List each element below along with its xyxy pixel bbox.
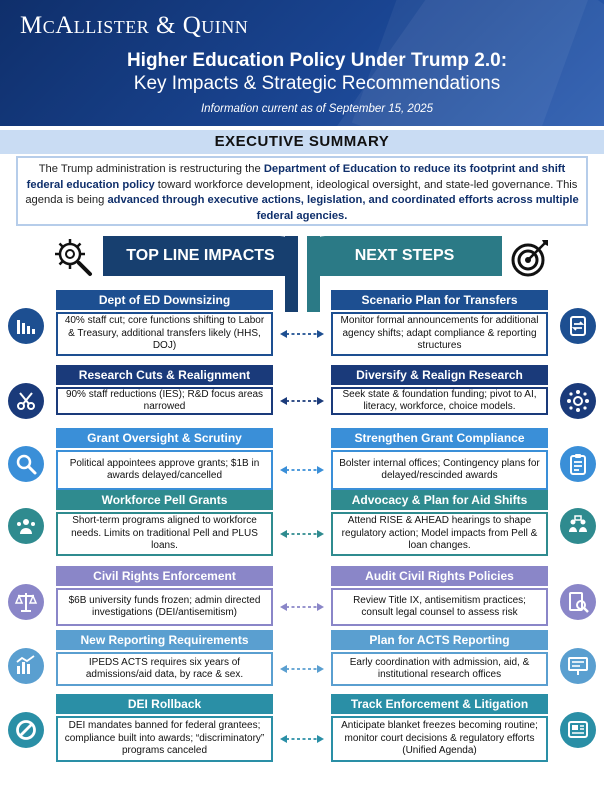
summary-bold-2: advanced through executive actions, legislation, and coordinated efforts across multiple federal agencies. (107, 194, 579, 222)
team-planning-icon-badge (560, 508, 596, 544)
impact-title: Research Cuts & Realignment (56, 365, 273, 385)
step-title: Track Enforcement & Litigation (331, 694, 548, 714)
step-title: Advocacy & Plan for Aid Shifts (331, 490, 548, 510)
step-text: Attend RISE & AHEAD hearings to shape regulatory action; Model impacts from Pell & loan changes. (331, 512, 548, 556)
workforce-group-icon-badge (8, 508, 44, 544)
magnifier-icon-badge (8, 446, 44, 482)
next-steps-header: NEXT STEPS (307, 236, 502, 276)
document-transfer-icon-badge (560, 308, 596, 344)
step-title: Scenario Plan for Transfers (331, 290, 548, 310)
page-title: Higher Education Policy Under Trump 2.0: (126, 50, 508, 71)
step-text: Monitor formal announcements for additional agency shifts; adapt compliance & reporting structures (331, 312, 548, 356)
impact-text: 90% staff reductions (IES); R&D focus areas narrowed (56, 387, 273, 415)
brand-logo: McAllister & Quinn (20, 12, 249, 39)
double-arrow-icon (280, 664, 324, 674)
clipboard-checklist-icon (566, 452, 590, 476)
summary-bold-1: Department of Education to reduce its footprint and shift federal education policy (26, 163, 566, 191)
double-arrow-icon (280, 529, 324, 539)
data-report-icon (14, 654, 38, 678)
impact-text: IPEDS ACTS requires six years of admissions/aid data, by race & sex. (56, 652, 273, 686)
summary-text-1: The Trump administration is restructuring the (38, 163, 264, 175)
clipboard-checklist-icon-badge (560, 446, 596, 482)
team-planning-icon (566, 514, 590, 538)
scales-of-justice-icon (14, 590, 38, 614)
executive-summary-heading: EXECUTIVE SUMMARY (0, 130, 604, 154)
header-banner (0, 0, 604, 126)
audit-document-icon-badge (560, 584, 596, 620)
step-title: Diversify & Realign Research (331, 365, 548, 385)
step-title: Audit Civil Rights Policies (331, 566, 548, 586)
magnifier-icon (14, 452, 38, 476)
page-subtitle: Key Impacts & Strategic Recommendations (133, 73, 501, 94)
step-text: Early coordination with admission, aid, & institutional research offices (331, 652, 548, 686)
step-text: Review Title IX, antisemitism practices; consult legal counsel to assess risk (331, 588, 548, 626)
summary-text-2: toward workforce development, ideological oversight, and state-led governance. This agenda is being (25, 178, 578, 206)
target-arrow-icon (508, 236, 552, 280)
gear-magnifier-icon (52, 236, 96, 280)
executive-summary-text (16, 156, 588, 226)
impact-title: Grant Oversight & Scrutiny (56, 428, 273, 448)
step-text: Bolster internal offices; Contingency plans for delayed/rescinded awards (331, 450, 548, 490)
date-note: Information current as of September 15, 2025 (200, 103, 434, 115)
impact-text: Political appointees approve grants; $1B in awards delayed/cancelled (56, 450, 273, 490)
network-scissors-icon (14, 389, 38, 413)
impact-text: Short-term programs aligned to workforce needs. Limits on traditional Pell and PLUS loans. (56, 512, 273, 556)
impact-title: Dept of ED Downsizing (56, 290, 273, 310)
prohibited-icon-badge (8, 712, 44, 748)
impact-text: DEI mandates banned for federal grantees; compliance built into awards; “discriminatory” programs canceled (56, 716, 273, 762)
step-text: Seek state & foundation funding; pivot to AI, literacy, workforce, choice models. (331, 387, 548, 415)
impact-title: Workforce Pell Grants (56, 490, 273, 510)
double-arrow-icon (280, 396, 324, 406)
prohibited-icon (14, 718, 38, 742)
double-arrow-icon (280, 734, 324, 744)
scales-of-justice-icon-badge (8, 584, 44, 620)
impact-text: $6B university funds frozen; admin directed investigations (DEI/antisemitism) (56, 588, 273, 626)
document-transfer-icon (566, 314, 590, 338)
presentation-board-icon (566, 654, 590, 678)
top-line-impacts-header: TOP LINE IMPACTS (103, 236, 298, 276)
news-monitor-icon (566, 718, 590, 742)
funding-network-icon-badge (560, 383, 596, 419)
impact-title: New Reporting Requirements (56, 630, 273, 650)
step-text: Anticipate blanket freezes becoming routine; monitor court decisions & regulatory efforts (Unified Agenda) (331, 716, 548, 762)
network-scissors-icon-badge (8, 383, 44, 419)
bar-chart-down-icon-badge (8, 308, 44, 344)
audit-document-icon (566, 590, 590, 614)
bar-chart-down-icon (14, 314, 38, 338)
workforce-group-icon (14, 514, 38, 538)
step-title: Plan for ACTS Reporting (331, 630, 548, 650)
step-title: Strengthen Grant Compliance (331, 428, 548, 448)
presentation-board-icon-badge (560, 648, 596, 684)
impact-title: DEI Rollback (56, 694, 273, 714)
impact-text: 40% staff cut; core functions shifting to Labor & Treasury, additional transfers likely (HHS, DOJ) (56, 312, 273, 356)
news-monitor-icon-badge (560, 712, 596, 748)
funding-network-icon (566, 389, 590, 413)
double-arrow-icon (280, 465, 324, 475)
double-arrow-icon (280, 602, 324, 612)
impact-title: Civil Rights Enforcement (56, 566, 273, 586)
data-report-icon-badge (8, 648, 44, 684)
double-arrow-icon (280, 329, 324, 339)
